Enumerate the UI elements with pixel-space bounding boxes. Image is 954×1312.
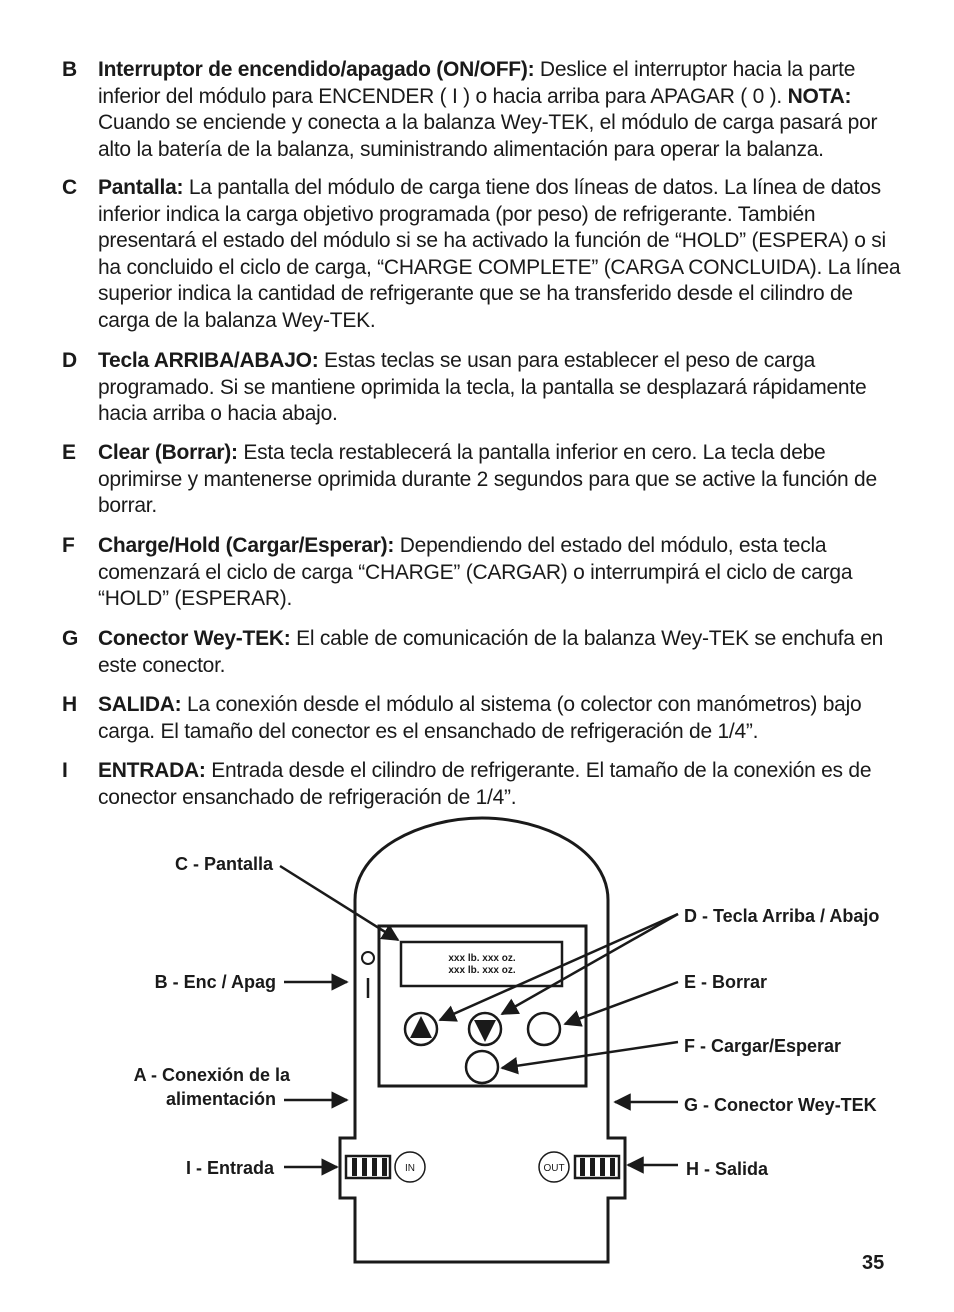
item-text: Esta tecla restablecerá la pantalla inferior en cero. La tecla debe oprimirse y mantenerse oprimida durante 2 segundos para que se active la función de borrar. (98, 441, 877, 518)
in-port-label: IN (405, 1163, 415, 1174)
arrow-clear (565, 982, 678, 1024)
item-term: Interruptor de encendido/apagado (ON/OFF): (98, 58, 535, 81)
control-panel (379, 926, 586, 1086)
label-inlet: I - Entrada (185, 1158, 274, 1178)
arrow-down-key (502, 914, 678, 1014)
label-clear: E - Borrar (684, 972, 768, 992)
item-body (98, 626, 904, 679)
item-text: La pantalla del módulo de carga tiene dos líneas de datos. La línea de datos inferior indica la carga objetivo programada (por peso) de refrigerante. También presentará el estado del módulo si se ha activado la función de “HOLD” (ESPERA) o si ha concluido el ciclo de carga, “CHARGE COMPLETE” (CARGA CONCLUIDA). La línea superior indica la cantidad de refrigerante que se ha transferido desde el cilindro de carga de la balanza Wey-TEK. (98, 176, 901, 332)
display-line-bottom: xxx lb. xxx oz. (448, 965, 516, 976)
item-term: Tecla ARRIBA/ABAJO: (98, 349, 319, 372)
inlet-fitting (346, 1156, 390, 1178)
item-letter: H (62, 693, 78, 716)
item-body (98, 175, 904, 335)
item-body (98, 533, 904, 613)
display-line-top: xxx lb. xxx oz. (448, 953, 516, 964)
label-up-down: D - Tecla Arriba / Abajo (684, 906, 880, 926)
arrow-up-icon (410, 1016, 432, 1038)
label-power-line1: A - Conexión de la (133, 1065, 290, 1085)
item-letter: I (62, 759, 68, 782)
item-letter: E (62, 441, 77, 464)
label-display: C - Pantalla (174, 854, 273, 874)
display-screen (401, 942, 562, 986)
note-text: Cuando se enciende y conecta a la balanza Wey-TEK, el módulo de carga pasará por alto la batería de la balanza, suministrando alimentación para operar la balanza. (98, 111, 878, 161)
item-body (98, 758, 904, 811)
label-charge-hold: F - Cargar/Esperar (684, 1036, 842, 1056)
item-text: La conexión desde el módulo al sistema (o colector con manómetros) bajo carga. El tamaño del conector es el ensanchado de refrigeración de 1/4”. (98, 693, 862, 743)
module-body-outline (340, 818, 625, 1262)
arrow-display (280, 866, 398, 940)
outlet-fitting (575, 1156, 619, 1178)
page-number: 35 (862, 1252, 885, 1274)
item-term: Charge/Hold (Cargar/Esperar): (98, 534, 395, 557)
item-text: Estas teclas se usan para establecer el peso de carga programado. Si se mantiene oprimida la tecla, la pantalla se desplazará rápidamente hacia arriba o hacia abajo. (98, 349, 867, 426)
label-outlet: H - Salida (686, 1159, 769, 1179)
item-text: Dependiendo del estado del módulo, esta tecla comenzará el ciclo de carga “CHARGE” (CARGAR) o interrumpirá el ciclo de carga “HOLD” (ESPERAR). (98, 534, 853, 611)
clear-key (528, 1013, 560, 1045)
item-term: Clear (Borrar): (98, 441, 238, 464)
item-letter: C (62, 176, 78, 199)
item-term: Conector Wey-TEK: (98, 627, 291, 650)
item-letter: D (62, 349, 78, 372)
label-switch: B - Enc / Apag (154, 972, 276, 992)
item-term: ENTRADA: (98, 759, 206, 782)
out-port-label: OUT (543, 1163, 565, 1174)
charging-module-diagram (0, 810, 954, 1280)
item-letter: F (62, 534, 75, 557)
item-letter: G (62, 627, 79, 650)
item-body (98, 440, 904, 520)
item-text: Deslice el interruptor hacia la parte inferior del módulo para ENCENDER ( I ) o hacia arriba para APAGAR ( 0 ). (98, 58, 856, 108)
on-off-switch (362, 952, 374, 998)
arrow-down-icon (474, 1020, 496, 1042)
item-body (98, 692, 904, 745)
arrow-charge-hold (502, 1042, 678, 1068)
down-key (469, 1013, 501, 1045)
up-key (405, 1013, 437, 1045)
label-connector: G - Conector Wey-TEK (684, 1095, 877, 1115)
item-term: Pantalla: (98, 176, 184, 199)
item-text: Entrada desde el cilindro de refrigerante. El tamaño de la conexión es de conector ensanchado de refrigeración de 1/4”. (98, 759, 872, 809)
item-text: El cable de comunicación de la balanza Wey-TEK se enchufa en este conector. (98, 627, 884, 677)
note-label: NOTA: (787, 84, 852, 108)
item-term: SALIDA: (98, 693, 182, 716)
label-power-line2: alimentación (165, 1089, 276, 1109)
item-body (98, 57, 904, 163)
charge-hold-key (466, 1051, 498, 1083)
item-letter: B (62, 58, 78, 81)
item-body (98, 348, 904, 428)
